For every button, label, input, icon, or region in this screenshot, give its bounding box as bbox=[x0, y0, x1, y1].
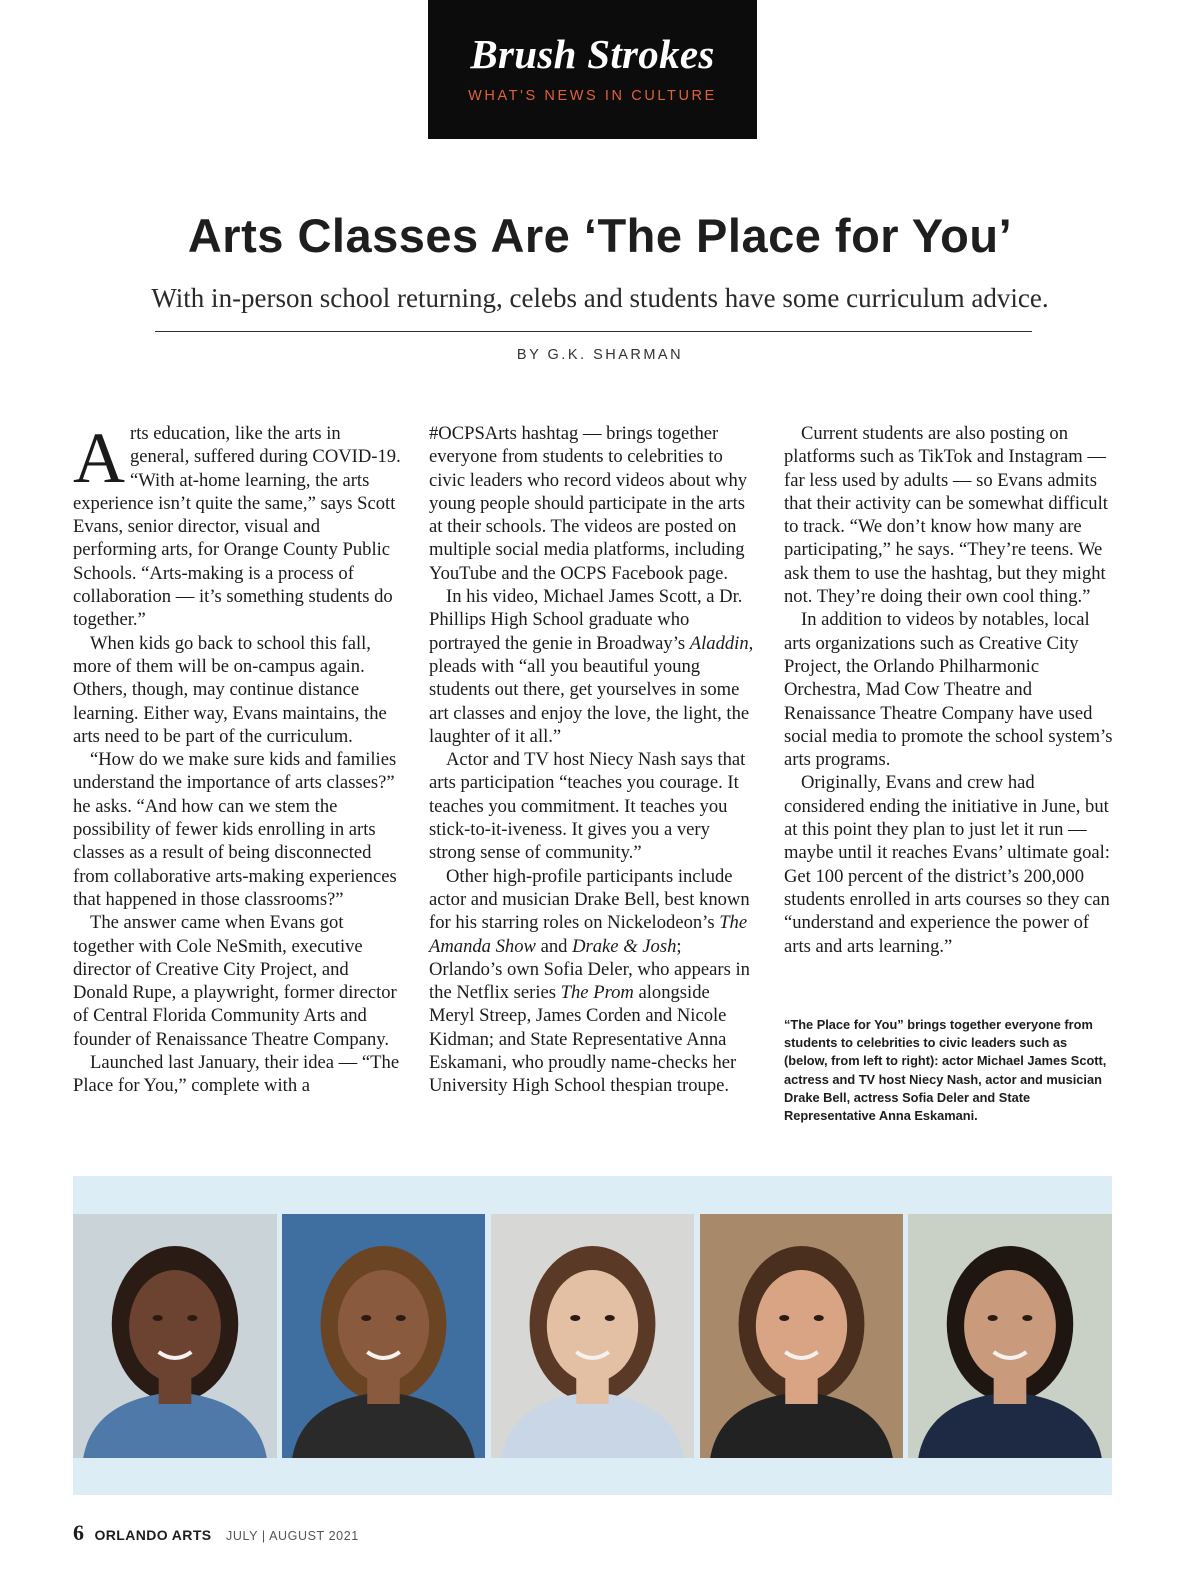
portrait-image bbox=[491, 1214, 694, 1458]
article-column-2 bbox=[429, 422, 759, 1098]
paragraph: Actor and TV host Niecy Nash says that arts participation “teaches you courage. It teaches you commitment. It teaches you stick-to-it-iveness. It gives you a very strong sense of community.” bbox=[429, 749, 746, 864]
section-title: Brush Strokes bbox=[470, 31, 715, 77]
portrait-image bbox=[282, 1214, 485, 1458]
article-deck: With in-person school returning, celebs and students have some curriculum advice. bbox=[151, 283, 1049, 313]
paragraph: “How do we make sure kids and families understand the importance of arts classes?” he asks. “And how can we stem the possibility of fewer kids enrolling in arts classes as a result of being disconnected from collaborative arts-making experiences that happened in those classrooms?” bbox=[73, 749, 397, 910]
section-header bbox=[428, 0, 757, 139]
paragraph: Launched last January, their idea — “The Place for You,” complete with a bbox=[73, 1052, 400, 1097]
paragraph: Arts education, like the arts in general, suffered during COVID-19. “With at-home learning, the arts experience isn’t quite the same,” says Scott Evans, senior director, visual and performing arts, for Orange County Public Schools. “Arts-making is a process of collaboration — it’s something students do together.” bbox=[73, 418, 401, 631]
page-footer bbox=[73, 1520, 359, 1546]
portrait-image bbox=[700, 1214, 903, 1458]
paragraph: Current students are also posting on platforms such as TikTok and Instagram — far less used by adults — so Evans admits that their activity can be somewhat difficult to track. “We don’t know how many are participating,” he says. “They’re teens. We ask them to use the hashtag, but they might not. They’re doing their own cool thing.” bbox=[784, 423, 1108, 608]
divider bbox=[155, 331, 1032, 332]
photo-michael-james-scott bbox=[73, 1214, 277, 1458]
photo-caption: “The Place for You” brings together everyone from students to celebrities to civic leaders such as (below, from left to right): actor Michael James Scott, actress and TV host Niecy Nash, actor and musician Drake Bell, actress Sofia Deler and State Representative Anna Eskamani. bbox=[784, 1017, 1107, 1124]
section-subtitle: WHAT'S NEWS IN CULTURE bbox=[468, 88, 717, 104]
photo-niecy-nash bbox=[282, 1214, 485, 1458]
article-headline: Arts Classes Are ‘The Place for You’ bbox=[187, 209, 1013, 262]
paragraph: Originally, Evans and crew had considered ending the initiative in June, but at this point they plan to just let it run — maybe until it reaches Evans’ ultimate goal: Get 100 percent of the district’s 200,000 students enrolled in arts courses so they can “understand and experience the power of arts and arts learning.” bbox=[784, 772, 1110, 957]
byline: BY G.K. SHARMAN bbox=[516, 347, 684, 363]
page-number: 6 bbox=[73, 1520, 84, 1545]
drop-cap: A bbox=[73, 418, 125, 498]
paragraph: In addition to videos by notables, local arts organizations such as Creative City Project, the Orlando Philharmonic Orchestra, Mad Cow Theatre and Renaissance Theatre Company have used social media to promote the school system’s arts programs. bbox=[784, 609, 1113, 771]
paragraph: When kids go back to school this fall, more of them will be on-campus again. Others, though, may continue distance learning. Either way, Evans maintains, the arts need to be part of the curriculum. bbox=[73, 632, 387, 747]
article-column-3 bbox=[784, 422, 1114, 958]
paragraph: Other high-profile participants include actor and musician Drake Bell, best known for his starring roles on Nickelodeon’s The Amanda Show and Drake & Josh; Orlando’s own Sofia Deler, who appears in the Netflix series The Prom alongside Meryl Streep, James Corden and Nicole Kidman; and State Representative Anna Eskamani, who proudly name-checks her University High School thespian troupe. bbox=[429, 865, 750, 1097]
article-column-1 bbox=[73, 418, 403, 1098]
portrait-image bbox=[73, 1214, 277, 1458]
photo-sofia-deler bbox=[700, 1214, 903, 1458]
photo-anna-eskamani bbox=[908, 1214, 1112, 1458]
paragraph: #OCPSArts hashtag — brings together everyone from students to celebrities to civic leaders who record videos about why young people should participate in the arts at their schools. The videos are posted on multiple social media platforms, including YouTube and the OCPS Facebook page. bbox=[429, 423, 748, 584]
paragraph: The answer came when Evans got together with Cole NeSmith, executive director of Creative City Project, and Donald Rupe, a playwright, former director of Central Florida Community Arts and founder of Renaissance Theatre Company. bbox=[73, 912, 397, 1050]
portrait-image bbox=[908, 1214, 1112, 1458]
photo-drake-bell bbox=[491, 1214, 694, 1458]
paragraph: In his video, Michael James Scott, a Dr. Phillips High School graduate who portrayed the genie in Broadway’s Aladdin, pleads with “all you beautiful young students out there, get yourselves in some art classes and enjoy the love, the light, the laughter of it all.” bbox=[429, 586, 754, 747]
issue-date: JULY | AUGUST 2021 bbox=[225, 1529, 359, 1543]
publication-name: ORLANDO ARTS bbox=[94, 1527, 212, 1543]
